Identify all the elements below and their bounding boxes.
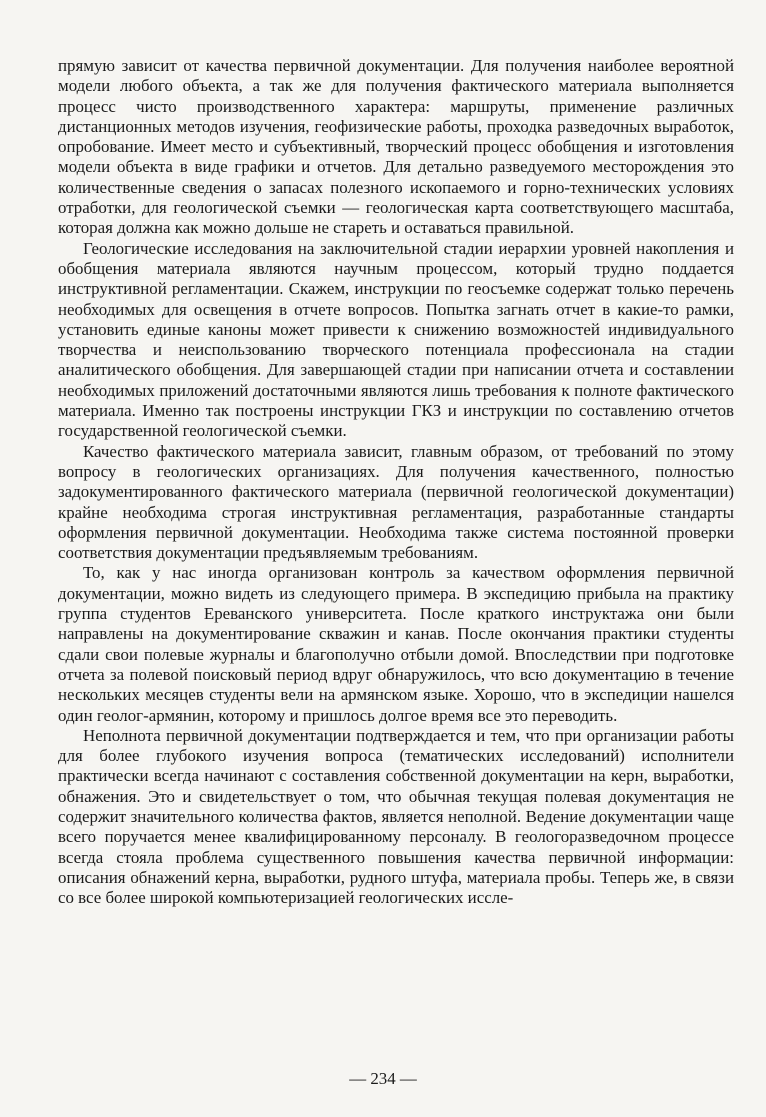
paragraph-4: То, как у нас иногда организован контроль за качеством оформления первичной документации, можно видеть из следующего примера. В экспедицию прибыла на практику группа студентов Ереванского университета. После краткого инструктажа они были направлены на документирование скважин и канав. После окончания практики студенты сдали свои полевые журналы и благополучно отбыли домой. Впоследствии при подготовке отчета за полевой поисковый период вдруг обнаружилось, что всю документацию в течение нескольких месяцев студенты вели на армянском языке. Хорошо, что в экспедиции нашелся один геолог-армянин, которому и пришлось долгое время все это переводить. [58, 563, 734, 725]
paragraph-3: Качество фактического материала зависит, главным образом, от требований по этому вопросу в геологических организациях. Для получения качественного, полностью задокументированного фактического материала (первичной геологической документации) крайне необходима строгая инструктивная регламентация, разработанные стандарты оформления первичной документации. Необходима также система постоянной проверки соответствия документации предъявляемым требованиям. [58, 441, 734, 563]
paragraph-1: прямую зависит от качества первичной документации. Для получения наиболее вероятной модели любого объекта, а так же для получения фактического материала выполняется процесс чисто производственного характера: маршруты, применение различных дистанционных методов изучения, геофизические работы, проходка разведочных выработок, опробование. Имеет место и субъективный, творческий процесс обобщения и изготовления модели объекта в виде графики и отчетов. Для детально разведуемого месторождения это количественные сведения о запасах полезного ископаемого и горно-технических условиях отработки, для геологической съемки — геологическая карта соответствующего масштаба, которая должна как можно дольше не стареть и оставаться правильной. [58, 56, 734, 238]
page-body [58, 56, 734, 908]
paragraph-5: Неполнота первичной документации подтверждается и тем, что при организации работы для более глубокого изучения вопроса (тематических исследований) исполнители практически всегда начинают с составления собственной документации на керн, выработки, обнажения. Это и свидетельствует о том, что обычная текущая полевая документация не содержит значительного количества фактов, является неполной. Ведение документации чаще всего поручается менее квалифицированному персоналу. В геологоразведочном процессе всегда стояла проблема существенного повышения качества первичной информации: описания обнажений керна, выработки, рудного штуфа, материала пробы. Теперь же, в связи со все более широкой компьютеризацией геологических иссле- [58, 725, 734, 908]
paragraph-2: Геологические исследования на заключительной стадии иерархии уровней накопления и обобщения материала являются научным процессом, который трудно поддается инструктивной регламентации. Скажем, инструкции по геосъемке содержат только перечень необходимых для освещения в отчете вопросов. Попытка загнать отчет в какие-то рамки, установить единые каноны может привести к снижению возможностей индивидуального творчества и неиспользованию творческого потенциала профессионала на стадии аналитического обобщения. Для завершающей стадии при написании отчета и составлении необходимых приложений достаточными являются лишь требования к полноте фактического материала. Именно так построены инструкции ГКЗ и инструкции по составлению отчетов государственной геологической съемки. [58, 238, 734, 441]
page-number: — 234 — [349, 1069, 417, 1088]
